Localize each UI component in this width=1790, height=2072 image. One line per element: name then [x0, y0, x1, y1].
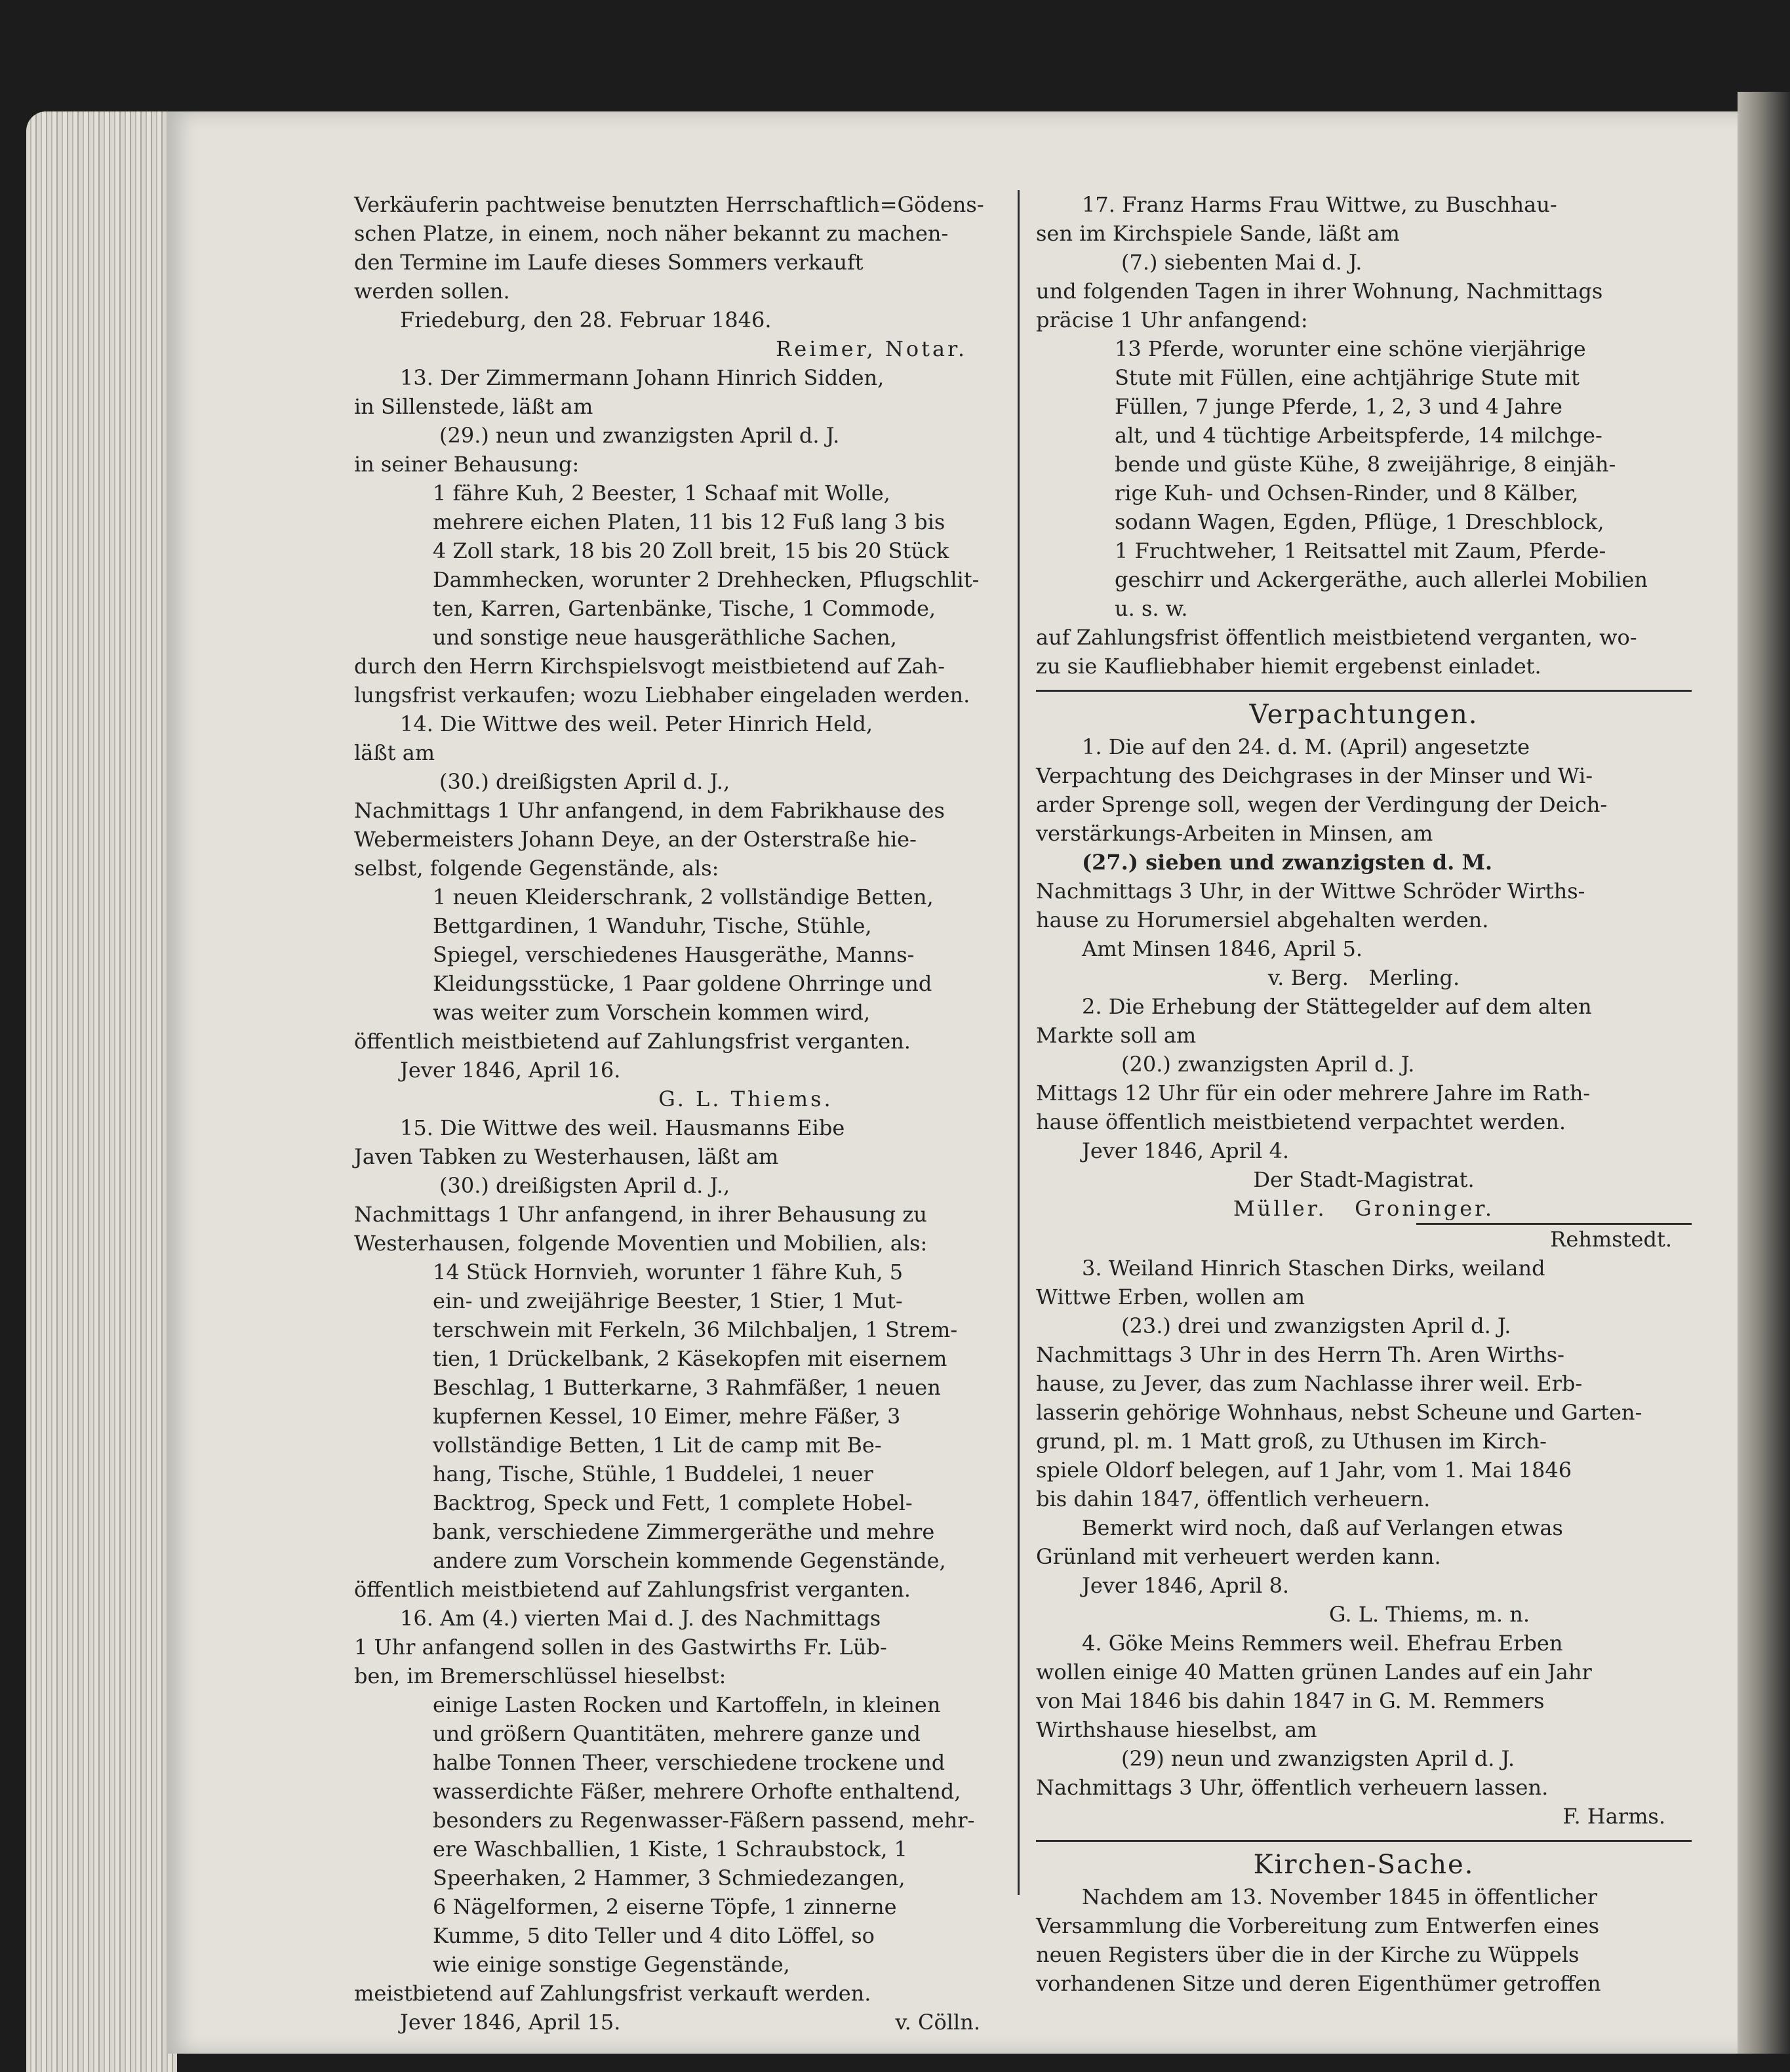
signature: G. L. Thiems, m. n.	[1328, 1602, 1530, 1627]
notice-17	[1036, 190, 1692, 681]
text-line: ben, im Bremerschlüssel hieselbst:	[354, 1664, 726, 1688]
notice-13	[354, 363, 1006, 709]
facing-page-edge	[1738, 92, 1790, 2054]
item-line: Speerhaken, 2 Hammer, 3 Schmiedezangen,	[433, 1865, 905, 1890]
lease-3	[1036, 1254, 1692, 1629]
item-line: wasserdichte Fäßer, mehrere Orhofte enthaltend,	[433, 1779, 961, 1804]
item-line: halbe Tonnen Theer, verschiedene trockene und	[433, 1750, 945, 1775]
item-line: ere Waschballien, 1 Kiste, 1 Schraubstock, 1	[433, 1837, 907, 1862]
item-line: terschwein mit Ferkeln, 36 Milchbaljen, 1 Strem-	[433, 1317, 958, 1342]
item-line: Stute mit Füllen, eine achtjährige Stute mit	[1115, 365, 1580, 390]
auction-date: (30.) dreißigsten April d. J.,	[439, 1173, 730, 1198]
text-line: lungsfrist verkaufen; wozu Liebhaber eingeladen werden.	[354, 683, 970, 707]
lease-date: (20.) zwanzigsten April d. J.	[1121, 1052, 1415, 1077]
text-line: selbst, folgende Gegenstände, als:	[354, 856, 719, 881]
lease-date: (27.) sieben und zwanzigsten d. M.	[1082, 850, 1493, 875]
item-line: u. s. w.	[1115, 596, 1188, 621]
notice-14	[354, 709, 1006, 1113]
item-line: 13 Pferde, worunter eine schöne vierjährige	[1115, 336, 1586, 361]
item-line: alt, und 4 tüchtige Arbeitspferde, 14 milchge-	[1115, 423, 1602, 448]
item-line: 1 fähre Kuh, 2 Beester, 1 Schaaf mit Wolle,	[433, 481, 890, 506]
item-line: Dammhecken, worunter 2 Drehhecken, Pflugschlit-	[433, 567, 980, 592]
text-line: meistbietend auf Zahlungsfrist verkauft werden.	[354, 1981, 871, 2006]
kirchen-section	[1036, 1847, 1692, 1998]
text-line: 1 Uhr anfangend sollen in des Gastwirths Fr. Lüb-	[354, 1635, 887, 1660]
signature: v. Cölln.	[895, 2010, 980, 2035]
item-line: rige Kuh- und Ochsen-Rinder, und 8 Kälber,	[1115, 481, 1579, 506]
text-line: sen im Kirchspiele Sande, läßt am	[1036, 221, 1400, 246]
item-line: Bettgardinen, 1 Wanduhr, Tische, Stühle,	[433, 913, 872, 938]
text-line: spiele Oldorf belegen, auf 1 Jahr, vom 1. Mai 1846	[1036, 1458, 1572, 1483]
left-column	[354, 190, 1006, 2037]
item-line: und größern Quantitäten, mehrere ganze und	[433, 1721, 921, 1746]
item-line: wie einige sonstige Gegenstände,	[433, 1952, 790, 1977]
lease-2	[1036, 992, 1692, 1254]
date-place: Jever 1846, April 4.	[1082, 1138, 1290, 1163]
authority: Der Stadt-Magistrat.	[1253, 1167, 1475, 1192]
verpachtungen-section	[1036, 697, 1692, 1831]
text-line: Markte soll am	[1036, 1023, 1197, 1048]
section-heading: Verpachtungen.	[1249, 700, 1479, 730]
item-line: sodann Wagen, Egden, Pflüge, 1 Dreschblock,	[1115, 509, 1604, 534]
signature: Rehmstedt.	[1550, 1227, 1672, 1252]
text-line: Mittags 12 Uhr für ein oder mehrere Jahre im Rath-	[1036, 1081, 1591, 1106]
text-line: in Sillenstede, läßt am	[354, 394, 593, 419]
intro-fragment	[354, 190, 1006, 363]
item-line: Spiegel, verschiedenes Hausgeräthe, Manns-	[433, 942, 915, 967]
item-line: 4 Zoll stark, 18 bis 20 Zoll breit, 15 bis 20 Stück	[433, 538, 949, 563]
signature: G. L. Thiems.	[658, 1086, 833, 1111]
item-line: 1 Fruchtweher, 1 Reitsattel mit Zaum, Pferde-	[1115, 538, 1606, 563]
text-line: den Termine im Laufe dieses Sommers verkauft	[354, 250, 864, 275]
book-page-edges	[26, 111, 177, 2072]
date-place: Amt Minsen 1846, April 5.	[1082, 936, 1363, 961]
text-line: und folgenden Tagen in ihrer Wohnung, Nachmittags	[1036, 279, 1603, 304]
text-line: öffentlich meistbietend auf Zahlungsfrist verganten.	[354, 1029, 911, 1054]
text-line: hause, zu Jever, das zum Nachlasse ihrer weil. Erb-	[1036, 1371, 1583, 1396]
item-line: tien, 1 Drückelbank, 2 Käsekopfen mit eisernem	[433, 1346, 947, 1371]
text-line: präcise 1 Uhr anfangend:	[1036, 308, 1308, 332]
text-line: 4. Göke Meins Remmers weil. Ehefrau Erben	[1082, 1631, 1563, 1656]
text-line: Nachmittags 3 Uhr, in der Wittwe Schröder Wirths-	[1036, 879, 1585, 904]
text-line: durch den Herrn Kirchspielsvogt meistbietend auf Zah-	[354, 654, 945, 679]
notice-16	[354, 1604, 1006, 2037]
item-line: Backtrog, Speck und Fett, 1 complete Hobel-	[433, 1490, 913, 1515]
section-heading: Kirchen-Sache.	[1253, 1850, 1475, 1880]
item-line: hang, Tische, Stühle, 1 Buddelei, 1 neuer	[433, 1462, 873, 1486]
item-line: 14 Stück Hornvieh, worunter 1 fähre Kuh, 5	[433, 1260, 904, 1285]
lease-4	[1036, 1629, 1692, 1831]
signature: v. Berg. Merling.	[1267, 965, 1460, 990]
text-line: Verkäuferin pachtweise benutzten Herrschaftlich=Gödens-	[354, 192, 984, 217]
text-line: in seiner Behausung:	[354, 452, 580, 477]
right-column	[1036, 190, 1692, 1998]
item-line: Kleidungsstücke, 1 Paar goldene Ohrringe und	[433, 971, 932, 996]
text-line: Nachmittags 3 Uhr, öffentlich verheuern lassen.	[1036, 1775, 1549, 1800]
text-line: schen Platze, in einem, noch näher bekannt zu machen-	[354, 221, 949, 246]
item-line: Beschlag, 1 Butterkarne, 3 Rahmfäßer, 1 neuen	[433, 1375, 941, 1400]
section-rule	[1036, 690, 1692, 692]
item-line: einige Lasten Rocken und Kartoffeln, in kleinen	[433, 1692, 941, 1717]
text-line: hause zu Horumersiel abgehalten werden.	[1036, 907, 1489, 932]
item-line: andere zum Vorschein kommende Gegenstände,	[433, 1548, 946, 1573]
text-line: Wittwe Erben, wollen am	[1036, 1285, 1305, 1309]
text-line: werden sollen.	[354, 279, 510, 304]
text-line: Nachmittags 1 Uhr anfangend, in ihrer Behausung zu	[354, 1202, 927, 1227]
text-line: öffentlich meistbietend auf Zahlungsfrist verganten.	[354, 1577, 911, 1602]
item-line: Füllen, 7 junge Pferde, 1, 2, 3 und 4 Jahre	[1115, 394, 1562, 419]
text-line: 15. Die Wittwe des weil. Hausmanns Eibe	[400, 1115, 845, 1140]
text-line: Versammlung die Vorbereitung zum Entwerfen eines	[1036, 1913, 1600, 1938]
lease-date: (29) neun und zwanzigsten April d. J.	[1121, 1746, 1515, 1771]
item-line: ten, Karren, Gartenbänke, Tische, 1 Commode,	[433, 596, 936, 621]
lease-date: (23.) drei und zwanzigsten April d. J.	[1121, 1313, 1511, 1338]
text-line: arder Sprenge soll, wegen der Verdingung der Deich-	[1036, 792, 1608, 817]
item-line: vollständige Betten, 1 Lit de camp mit Be-	[433, 1433, 882, 1458]
item-line: geschirr und Ackergeräthe, auch allerlei Mobilien	[1115, 567, 1648, 592]
section-rule	[1036, 1840, 1692, 1842]
text-line: vorhandenen Sitze und deren Eigenthümer getroffen	[1036, 1971, 1601, 1996]
signature: F. Harms.	[1562, 1804, 1665, 1829]
text-line: Nachmittags 1 Uhr anfangend, in dem Fabrikhause des	[354, 798, 945, 823]
item-line: kupfernen Kessel, 10 Eimer, mehre Fäßer, 3	[433, 1404, 901, 1429]
text-line: 3. Weiland Hinrich Staschen Dirks, weiland	[1082, 1256, 1545, 1281]
text-line: 14. Die Wittwe des weil. Peter Hinrich Held,	[400, 711, 873, 736]
text-line: von Mai 1846 bis dahin 1847 in G. M. Remmers	[1036, 1688, 1545, 1713]
item-line: ein- und zweijährige Beester, 1 Stier, 1 Mut-	[433, 1288, 903, 1313]
auction-date: (30.) dreißigsten April d. J.,	[439, 769, 730, 794]
text-line: auf Zahlungsfrist öffentlich meistbietend verganten, wo-	[1036, 625, 1637, 650]
item-line: Kumme, 5 dito Teller und 4 dito Löffel, so	[433, 1923, 875, 1948]
text-line: lasserin gehörige Wohnhaus, nebst Scheune und Garten-	[1036, 1400, 1642, 1425]
text-line: wollen einige 40 Matten grünen Landes auf ein Jahr	[1036, 1660, 1592, 1684]
text-line: bis dahin 1847, öffentlich verheuern.	[1036, 1486, 1431, 1511]
item-line: was weiter zum Vorschein kommen wird,	[433, 1000, 871, 1025]
date-place: Jever 1846, April 8.	[1082, 1573, 1290, 1598]
text-line: Westerhausen, folgende Moventien und Mobilien, als:	[354, 1231, 928, 1256]
text-line: neuen Registers über die in der Kirche zu Wüppels	[1036, 1942, 1580, 1967]
item-line: bende und güste Kühe, 8 zweijährige, 8 einjäh-	[1115, 452, 1616, 477]
text-line: 17. Franz Harms Frau Wittwe, zu Buschhau-	[1082, 192, 1557, 217]
lease-1	[1036, 732, 1692, 992]
text-line: Grünland mit verheuert werden kann.	[1036, 1544, 1441, 1569]
text-line: grund, pl. m. 1 Matt groß, zu Uthusen im Kirch-	[1036, 1429, 1547, 1454]
column-divider	[1018, 190, 1020, 1895]
text-line: Webermeisters Johann Deye, an der Osterstraße hie-	[354, 827, 917, 852]
notice-15	[354, 1113, 1006, 1604]
text-line: zu sie Kaufliebhaber hiemit ergebenst einladet.	[1036, 654, 1541, 679]
signature: Müller. Groninger.	[1233, 1196, 1495, 1221]
text-line: Nachdem am 13. November 1845 in öffentlicher	[1082, 1884, 1597, 1909]
text-line: hause öffentlich meistbietend verpachtet werden.	[1036, 1109, 1566, 1134]
date-place: Jever 1846, April 16.	[400, 1058, 621, 1083]
item-line: 1 neuen Kleiderschrank, 2 vollständige Betten,	[433, 885, 934, 909]
item-line: 6 Nägelformen, 2 eiserne Töpfe, 1 zinnerne	[433, 1894, 897, 1919]
text-line: Verpachtung des Deichgrases in der Minser und Wi-	[1036, 763, 1593, 788]
text-line: Wirthshause hieselbst, am	[1036, 1717, 1317, 1742]
item-line: bank, verschiedene Zimmergeräthe und mehre	[433, 1519, 935, 1544]
text-line: 16. Am (4.) vierten Mai d. J. des Nachmittags	[400, 1606, 881, 1631]
auction-date: (29.) neun und zwanzigsten April d. J.	[439, 423, 840, 448]
text-line: läßt am	[354, 740, 435, 765]
text-line: 13. Der Zimmermann Johann Hinrich Sidden,	[400, 365, 885, 390]
item-line: mehrere eichen Platen, 11 bis 12 Fuß lang 3 bis	[433, 509, 945, 534]
date-place: Friedeburg, den 28. Februar 1846.	[400, 308, 772, 332]
text-line: Javen Tabken zu Westerhausen, läßt am	[354, 1144, 779, 1169]
text-line: 1. Die auf den 24. d. M. (April) angesetzte	[1082, 734, 1530, 759]
text-line: Nachmittags 3 Uhr in des Herrn Th. Aren Wirths-	[1036, 1342, 1564, 1367]
signature: Reimer, Notar.	[776, 336, 967, 361]
date-place: Jever 1846, April 15.	[400, 2010, 621, 2035]
item-line: besonders zu Regenwasser-Fäßern passend, mehr-	[433, 1808, 975, 1833]
text-line: verstärkungs-Arbeiten in Minsen, am	[1036, 821, 1433, 846]
item-line: und sonstige neue hausgeräthliche Sachen,	[433, 625, 897, 650]
auction-date: (7.) siebenten Mai d. J.	[1121, 250, 1362, 275]
text-line: Bemerkt wird noch, daß auf Verlangen etwas	[1082, 1515, 1563, 1540]
text-line: 2. Die Erhebung der Stättegelder auf dem alten	[1082, 994, 1592, 1019]
